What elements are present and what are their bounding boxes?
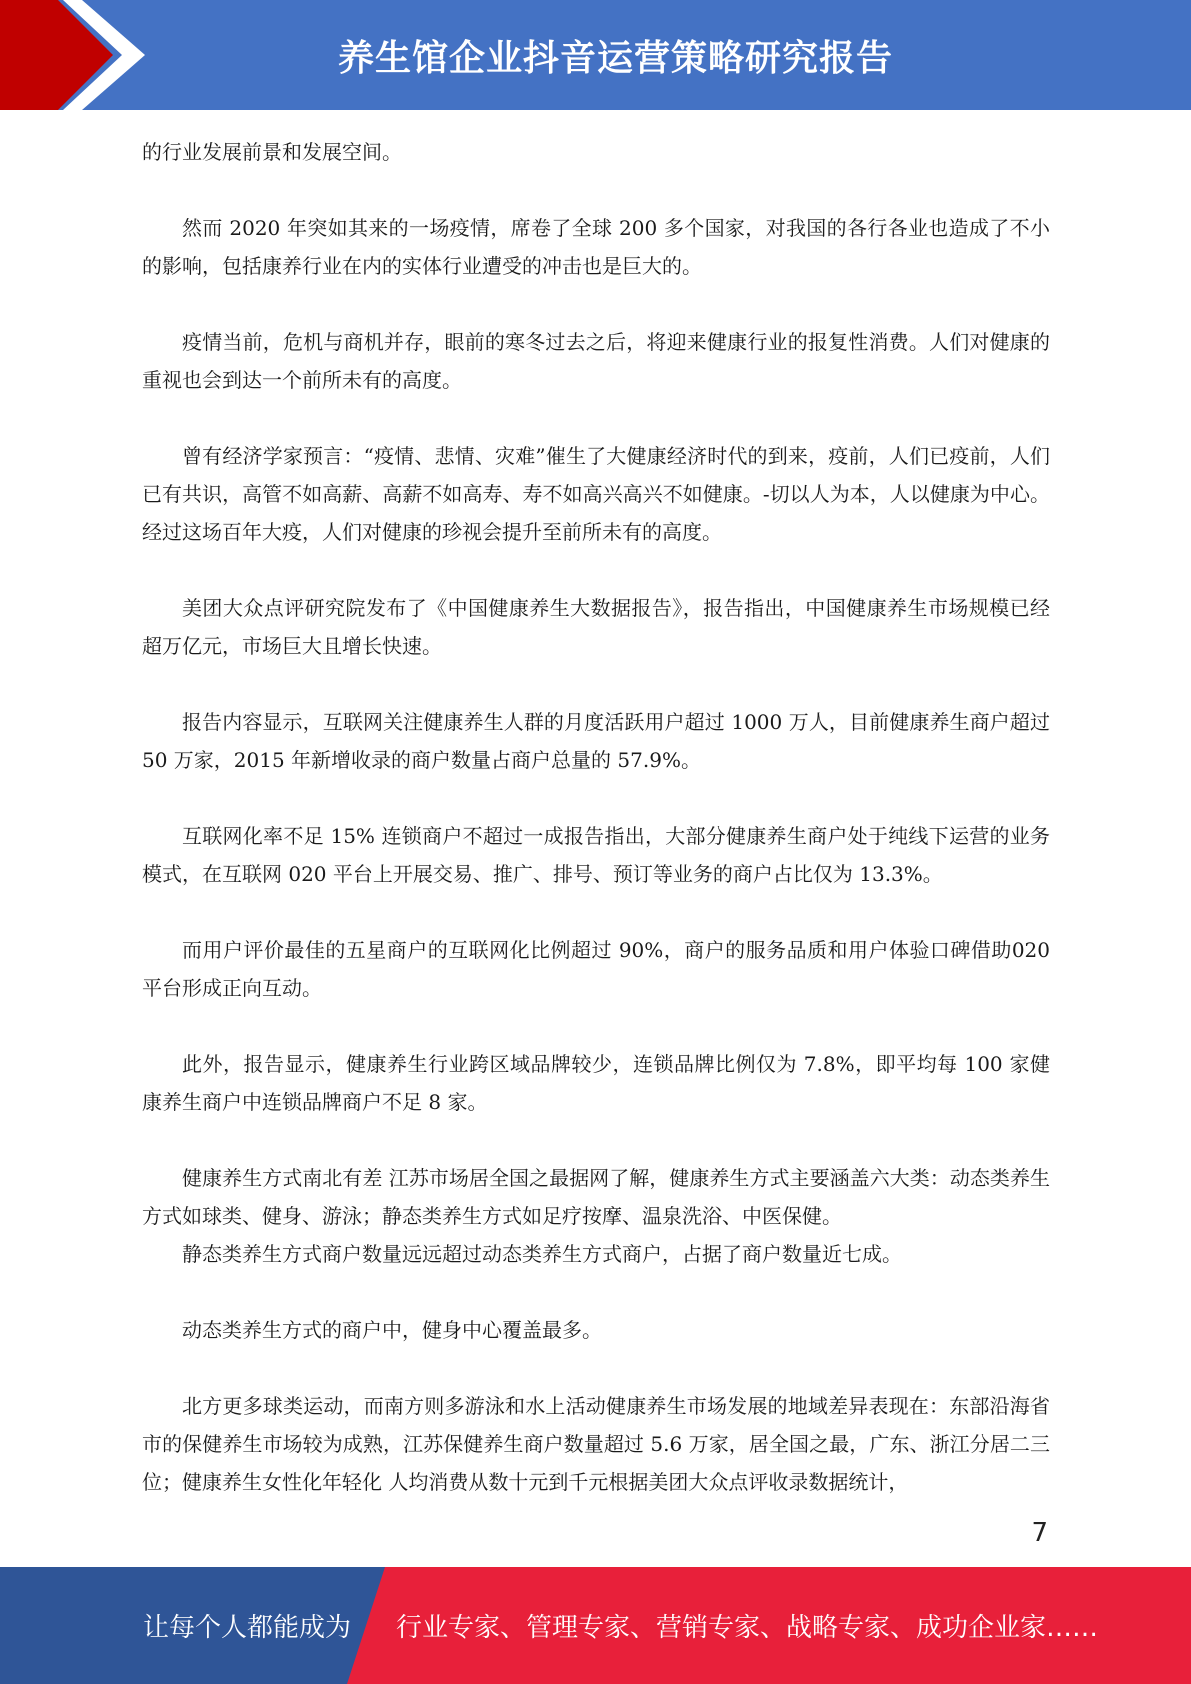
paragraph: 然而 2020 年突如其来的一场疫情，席卷了全球 200 多个国家，对我国的各行各业也造成了不小的影响，包括康养行业在内的实体行业遭受的冲击也是巨大的。 <box>142 216 1050 278</box>
page-number: 7 <box>1031 1518 1048 1548</box>
paragraph: 报告内容显示，互联网关注健康养生人群的月度活跃用户超过 1000 万人，目前健康养生商户超过 50 万家，2015 年新增收录的商户数量占商户总量的 57.9%。 <box>142 710 1050 772</box>
paragraph: 北方更多球类运动，而南方则多游泳和水上活动健康养生市场发展的地域差异表现在：东部沿海省市的保健养生市场较为成熟，江苏保健养生商户数量超过 5.6 万家，居全国之最，广东、浙江分居二三位；健康养生女性化年轻化 人均消费从数十元到千元根据美团大众点评收录数据统计， <box>142 1394 1050 1494</box>
paragraph: 静态类养生方式商户数量远远超过动态类养生方式商户，占据了商户数量近七成。 <box>182 1242 902 1266</box>
paragraph: 疫情当前，危机与商机并存，眼前的寒冬过去之后，将迎来健康行业的报复性消费。人们对健康的重视也会到达一个前所未有的高度。 <box>142 330 1050 392</box>
paragraph: 的行业发展前景和发展空间。 <box>142 140 402 164</box>
paragraph: 互联网化率不足 15% 连锁商户不超过一成报告指出，大部分健康养生商户处于纯线下运营的业务模式，在互联网 020 平台上开展交易、推广、排号、预订等业务的商户占比仅为 13.3%。 <box>142 824 1050 886</box>
footer-slogan-left: 让每个人都能成为 <box>143 1613 352 1643</box>
paragraph: 此外，报告显示，健康养生行业跨区域品牌较少，连锁品牌比例仅为 7.8%，即平均每 100 家健康养生商户中连锁品牌商户不足 8 家。 <box>142 1052 1050 1114</box>
footer-slogan-right: 行业专家、管理专家、营销专家、战略专家、成功企业家…… <box>396 1613 1099 1643</box>
paragraph: 健康养生方式南北有差 江苏市场居全国之最据网了解，健康养生方式主要涵盖六大类：动态类养生方式如球类、健身、游泳；静态类养生方式如足疗按摩、温泉洗浴、中医保健。 <box>142 1166 1050 1228</box>
paragraph: 美团大众点评研究院发布了《中国健康养生大数据报告》，报告指出，中国健康养生市场规模已经超万亿元，市场巨大且增长快速。 <box>142 596 1050 658</box>
page-footer <box>0 1567 1191 1684</box>
paragraph: 而用户评价最佳的五星商户的互联网化比例超过 90%，商户的服务品质和用户体验口碑借助020 平台形成正向互动。 <box>142 938 1050 1000</box>
paragraph: 动态类养生方式的商户中，健身中心覆盖最多。 <box>182 1318 602 1342</box>
report-title: 养生馆企业抖音运营策略研究报告 <box>337 37 893 79</box>
body-text <box>142 133 1050 1501</box>
page-header <box>0 0 1191 110</box>
red-chevron-decoration <box>0 0 160 110</box>
paragraph: 曾有经济学家预言：“疫情、悲情、灾难”催生了大健康经济时代的到来，疫前，人们已疫前，人们已有共识，高管不如高薪、高薪不如高寿、寿不如高兴高兴不如健康。-切以人为本，人以健康为中心。经过这场百年大疫，人们对健康的珍视会提升至前所未有的高度。 <box>142 444 1050 544</box>
